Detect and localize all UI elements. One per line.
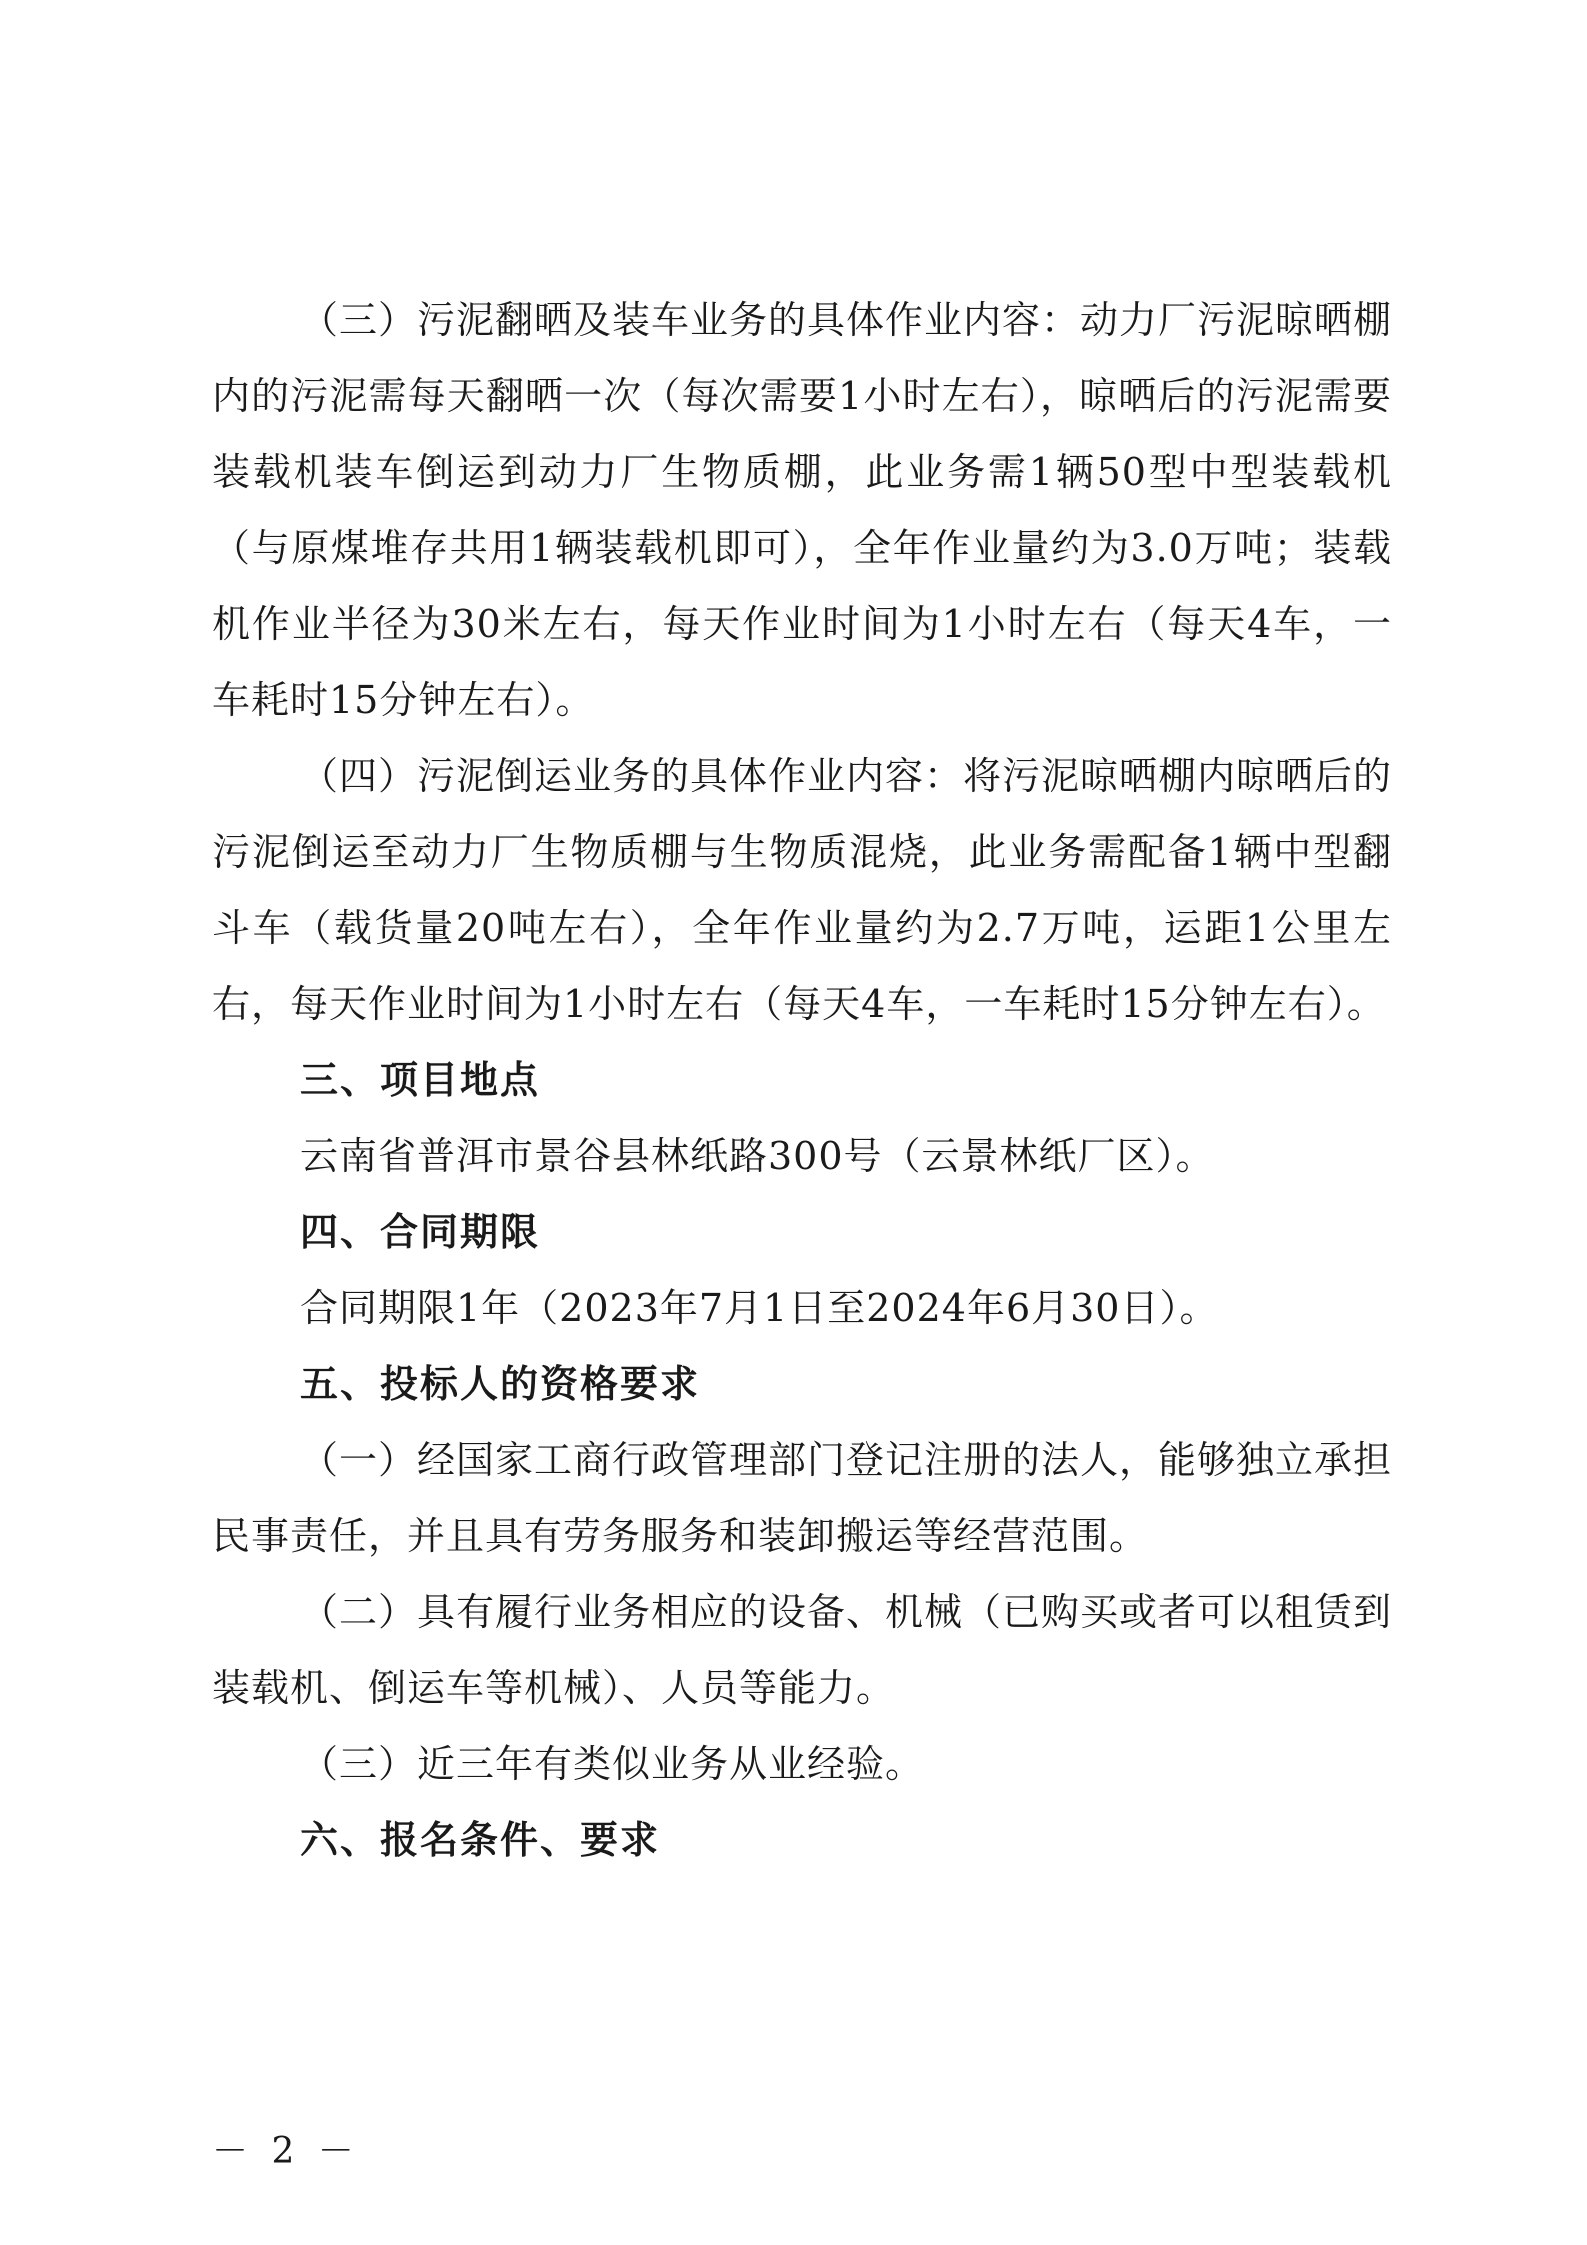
- paragraph-qualification-1: （一）经国家工商行政管理部门登记注册的法人，能够独立承担民事责任，并且具有劳务服务和装卸搬运等经营范围。: [212, 1438, 1393, 1558]
- paragraph-qualification-3: （三）近三年有类似业务从业经验。: [300, 1742, 925, 1786]
- paragraph-contract-term: 合同期限1年（2023年7月1日至2024年6月30日）。: [300, 1286, 1219, 1330]
- paragraph-sludge-turning: （三）污泥翻晒及装车业务的具体作业内容：动力厂污泥晾晒棚内的污泥需每天翻晒一次（每次需要1小时左右），晾晒后的污泥需要装载机装车倒运到动力厂生物质棚，此业务需1辆50型中型装载机（与原煤堆存共用1辆装载机即可），全年作业量约为3.0万吨；装载机作业半径为30米左右，每天作业时间为1小时左右（每天4车，一车耗时15分钟左右）。: [212, 298, 1393, 722]
- paragraph-sludge-transport: （四）污泥倒运业务的具体作业内容：将污泥晾晒棚内晾晒后的污泥倒运至动力厂生物质棚与生物质混烧，此业务需配备1辆中型翻斗车（载货量20吨左右），全年作业量约为2.7万吨，运距1公里左右，每天作业时间为1小时左右（每天4车，一车耗时15分钟左右）。: [212, 754, 1393, 1026]
- paragraph-location: 云南省普洱市景谷县林纸路300号（云景林纸厂区）。: [300, 1134, 1215, 1178]
- section-heading-contract-term: 四、合同期限: [300, 1210, 541, 1254]
- page-number: － 2 －: [212, 2131, 360, 2172]
- section-heading-location: 三、项目地点: [300, 1058, 541, 1102]
- paragraph-qualification-2: （二）具有履行业务相应的设备、机械（已购买或者可以租赁到装载机、倒运车等机械）、人员等能力。: [212, 1590, 1393, 1710]
- section-heading-registration: 六、报名条件、要求: [300, 1818, 661, 1862]
- document-body: [212, 282, 1392, 1878]
- section-heading-qualifications: 五、投标人的资格要求: [300, 1362, 701, 1406]
